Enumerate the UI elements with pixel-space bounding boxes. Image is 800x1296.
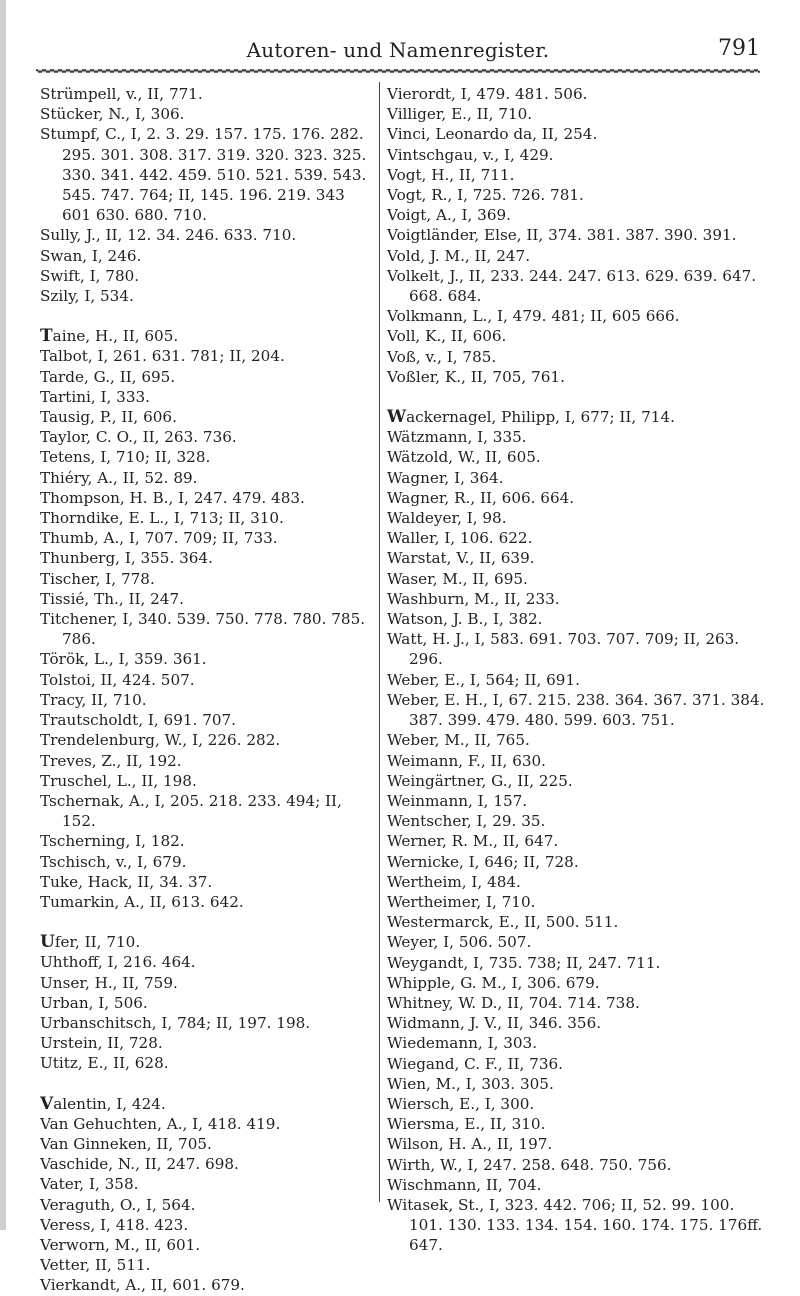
index-entry	[40, 387, 372, 407]
index-entry-text: Tetens, I, 710; II, 328.	[40, 448, 211, 467]
index-entry-text: Van Gehuchten, A., I, 418. 419.	[40, 1114, 281, 1133]
index-entry	[387, 225, 767, 245]
index-entry	[387, 488, 767, 508]
index-entry-text: Vaschide, N., II, 247. 698.	[40, 1155, 239, 1174]
index-entry	[40, 367, 372, 387]
index-entry	[387, 811, 767, 831]
index-entry-text: Tumarkin, A., II, 613. 642.	[40, 892, 244, 911]
index-entry	[40, 589, 372, 609]
index-entry-text: Wischmann, II, 704.	[387, 1175, 542, 1194]
index-entry	[387, 367, 767, 387]
index-entry	[387, 1054, 767, 1074]
index-entry-text: Verworn, M., II, 601.	[40, 1235, 201, 1254]
index-entry-text: Wiersma, E., II, 310.	[387, 1115, 546, 1134]
index-entry	[40, 1174, 372, 1194]
index-entry	[387, 165, 767, 185]
index-entry-text: Tarde, G., II, 695.	[40, 367, 176, 386]
index-entry	[40, 1114, 372, 1134]
index-entry-text: Talbot, I, 261. 631. 781; II, 204.	[40, 347, 285, 366]
index-entry	[387, 730, 767, 750]
index-entry-text: Voll, K., II, 606.	[387, 327, 507, 346]
index-entry	[387, 1195, 767, 1256]
index-entry-text: Veress, I, 418. 423.	[40, 1215, 189, 1234]
index-entry-text: Voigtländer, Else, II, 374. 381. 387. 390. 391.	[387, 226, 737, 245]
index-entry-text: Stumpf, C., I, 2. 3. 29. 157. 175. 176. 282. 295. 301. 308. 317. 319. 320. 323. 325. 330. 341. 442. 459. 510. 521. 539. 543. 545. 747. 764; II, 145. 196. 219. 343 601 630. 680. 710.	[40, 125, 367, 225]
index-entry-text: Watt, H. J., I, 583. 691. 703. 707. 709; II, 263. 296.	[387, 630, 740, 669]
index-entry	[40, 730, 372, 750]
index-entry	[40, 488, 372, 508]
index-entry-text: Vierordt, I, 479. 481. 506.	[387, 85, 588, 103]
index-entry-text: Treves, Z., II, 192.	[40, 751, 182, 770]
index-entry-text: Tartini, I, 333.	[40, 387, 150, 406]
index-entry-text: Voß, v., I, 785.	[387, 347, 497, 366]
index-entry-text: Swan, I, 246.	[40, 246, 142, 265]
index-entry	[387, 84, 767, 104]
index-entry	[387, 1134, 767, 1154]
index-entry-text: Wätzold, W., II, 605.	[387, 448, 541, 467]
index-entry	[40, 548, 372, 568]
index-entry	[40, 791, 372, 831]
index-entry	[40, 407, 372, 427]
index-entry	[387, 548, 767, 568]
index-entry-text: Weimann, F., II, 630.	[387, 751, 547, 770]
index-entry-text: Trautscholdt, I, 691. 707.	[40, 711, 237, 730]
index-entry	[387, 953, 767, 973]
section-initial: U	[40, 932, 55, 953]
index-entry	[40, 710, 372, 730]
index-entry	[40, 1255, 372, 1275]
index-entry	[40, 326, 372, 346]
index-entry-text: Vogt, R., I, 725. 726. 781.	[387, 186, 584, 205]
index-entry	[40, 1275, 372, 1295]
index-entry-text: Westermarck, E., II, 500. 511.	[387, 913, 619, 932]
index-entry	[40, 751, 372, 771]
index-entry-text: Unser, H., II, 759.	[40, 973, 178, 992]
index-entry	[387, 932, 767, 952]
index-entry	[40, 852, 372, 872]
index-entry	[40, 84, 372, 104]
index-entry	[40, 346, 372, 366]
index-entry-text: Washburn, M., II, 233.	[387, 589, 560, 608]
index-entry-text: Tissié, Th., II, 247.	[40, 589, 184, 608]
index-entry-text: Wernicke, I, 646; II, 728.	[387, 852, 579, 871]
index-entry-text: Vinci, Leonardo da, II, 254.	[387, 125, 598, 144]
index-entry-text: Villiger, E., II, 710.	[387, 105, 533, 124]
index-entry-text: Tuke, Hack, II, 34. 37.	[40, 872, 213, 891]
index-column-left	[40, 84, 372, 1296]
index-entry-text: Veraguth, O., I, 564.	[40, 1195, 196, 1214]
index-entry	[387, 1175, 767, 1195]
index-entry	[387, 528, 767, 548]
index-entry	[40, 508, 372, 528]
index-entry	[40, 952, 372, 972]
index-entry	[387, 266, 767, 306]
index-entry-text: fer, II, 710.	[54, 933, 141, 952]
index-entry-text: Waser, M., II, 695.	[387, 569, 528, 588]
index-entry	[387, 852, 767, 872]
index-entry	[40, 104, 372, 124]
index-entry-text: alentin, I, 424.	[53, 1094, 166, 1113]
index-entry-text: Waldeyer, I, 98.	[387, 509, 507, 528]
index-entry	[40, 427, 372, 447]
index-entry-text: Wilson, H. A., II, 197.	[387, 1135, 553, 1154]
index-entry-text: Vold, J. M., II, 247.	[387, 246, 531, 265]
index-entry-text: Whitney, W. D., II, 704. 714. 738.	[387, 993, 640, 1012]
index-entry	[40, 1195, 372, 1215]
index-entry	[387, 447, 767, 467]
index-entry-text: Vogt, H., II, 711.	[387, 165, 515, 184]
index-entry	[387, 1074, 767, 1094]
page-header	[36, 38, 760, 68]
index-entry-text: Utitz, E., II, 628.	[40, 1054, 169, 1073]
index-entry	[40, 1235, 372, 1255]
index-entry	[40, 932, 372, 952]
index-entry	[387, 124, 767, 144]
index-entry-text: Wagner, I, 364.	[387, 468, 504, 487]
index-entry-text: Weinmann, I, 157.	[387, 791, 528, 810]
index-entry-text: Thiéry, A., II, 52. 89.	[40, 468, 198, 487]
index-entry	[40, 690, 372, 710]
index-entry-text: Wentscher, I, 29. 35.	[387, 812, 546, 831]
index-entry	[40, 528, 372, 548]
index-entry	[387, 306, 767, 326]
index-entry-text: Tracy, II, 710.	[40, 690, 147, 709]
index-entry	[387, 427, 767, 447]
index-entry-text: Uhthoff, I, 216. 464.	[40, 953, 196, 972]
index-entry	[387, 246, 767, 266]
index-entry	[387, 185, 767, 205]
index-entry-text: Török, L., I, 359. 361.	[40, 650, 207, 669]
index-entry-text: Wiedemann, I, 303.	[387, 1034, 538, 1053]
index-entry	[387, 629, 767, 669]
index-entry	[387, 831, 767, 851]
index-entry-text: Wien, M., I, 303. 305.	[387, 1074, 554, 1093]
index-entry-text: Volkmann, L., I, 479. 481; II, 605 666.	[387, 307, 680, 326]
page-edge-shadow	[0, 0, 6, 1230]
index-entry-text: Strümpell, v., II, 771.	[40, 85, 203, 103]
index-entry-text: Vintschgau, v., I, 429.	[387, 145, 554, 164]
index-entry-text: ackernagel, Philipp, I, 677; II, 714.	[406, 408, 675, 427]
index-entry	[40, 872, 372, 892]
index-entry	[40, 225, 372, 245]
index-entry	[387, 993, 767, 1013]
index-entry-text: Urbanschitsch, I, 784; II, 197. 198.	[40, 1013, 311, 1032]
index-entry	[40, 447, 372, 467]
index-entry-text: Wertheim, I, 484.	[387, 872, 521, 891]
index-entry-text: Swift, I, 780.	[40, 266, 140, 285]
index-entry-text: Thunberg, I, 355. 364.	[40, 549, 213, 568]
index-entry	[40, 771, 372, 791]
section-gap	[387, 387, 767, 407]
index-entry-text: Wagner, R., II, 606. 664.	[387, 488, 575, 507]
index-entry	[40, 973, 372, 993]
index-entry-text: Wirth, W., I, 247. 258. 648. 750. 756.	[387, 1155, 672, 1174]
index-entry	[40, 266, 372, 286]
index-entry	[387, 508, 767, 528]
index-entry-text: Waller, I, 106. 622.	[387, 529, 533, 548]
index-entry-text: Tausig, P., II, 606.	[40, 408, 177, 427]
index-entry-text: Tschisch, v., I, 679.	[40, 852, 187, 871]
index-entry	[387, 104, 767, 124]
index-entry	[40, 246, 372, 266]
index-entry	[40, 892, 372, 912]
index-entry	[387, 912, 767, 932]
index-entry-text: Watson, J. B., I, 382.	[387, 610, 543, 629]
index-entry-text: Thumb, A., I, 707. 709; II, 733.	[40, 529, 278, 548]
index-entry	[40, 609, 372, 649]
index-entry	[387, 1013, 767, 1033]
index-entry	[387, 1033, 767, 1053]
index-entry-text: Van Ginneken, II, 705.	[40, 1134, 212, 1153]
section-initial: W	[387, 407, 407, 428]
index-entry-text: Truschel, L., II, 198.	[40, 771, 197, 790]
index-entry-text: Voßler, K., II, 705, 761.	[387, 367, 565, 386]
header-wavy-rule	[36, 68, 760, 74]
section-initial: T	[40, 326, 53, 347]
index-entry	[387, 690, 767, 730]
index-entry	[387, 468, 767, 488]
index-entry-text: Vater, I, 358.	[40, 1175, 139, 1194]
running-title: Autoren- und Namenregister.	[246, 38, 550, 62]
index-entry	[40, 1033, 372, 1053]
index-entry-text: Voigt, A., I, 369.	[387, 206, 511, 225]
column-divider	[379, 82, 380, 1202]
index-entry	[387, 872, 767, 892]
index-entry-text: Weingärtner, G., II, 225.	[387, 771, 573, 790]
index-column-right	[387, 84, 767, 1256]
index-entry	[40, 1154, 372, 1174]
index-entry-text: Tolstoi, II, 424. 507.	[40, 670, 195, 689]
index-entry	[387, 973, 767, 993]
index-entry-text: Thompson, H. B., I, 247. 479. 483.	[40, 488, 305, 507]
index-entry-text: Wertheimer, I, 710.	[387, 892, 536, 911]
index-entry	[40, 831, 372, 851]
index-entry-text: Weber, E., I, 564; II, 691.	[387, 670, 580, 689]
index-entry-text: Urstein, II, 728.	[40, 1034, 163, 1053]
index-entry	[387, 569, 767, 589]
index-entry	[40, 468, 372, 488]
index-entry-text: Sully, J., II, 12. 34. 246. 633. 710.	[40, 226, 297, 245]
index-entry	[387, 791, 767, 811]
index-entry	[40, 569, 372, 589]
index-entry-text: Tischer, I, 778.	[40, 569, 155, 588]
index-entry	[40, 993, 372, 1013]
index-entry-text: Tscherning, I, 182.	[40, 832, 185, 851]
index-entry	[40, 1053, 372, 1073]
index-entry-text: Witasek, St., I, 323. 442. 706; II, 52. 99. 100. 101. 130. 133. 134. 154. 160. 174. 175. 176ff. 647.	[387, 1195, 763, 1255]
index-entry	[387, 589, 767, 609]
page-number: 791	[718, 36, 760, 61]
index-entry	[40, 286, 372, 306]
index-entry-text: Szily, I, 534.	[40, 287, 134, 306]
index-entry	[387, 1155, 767, 1175]
index-entry-text: aine, H., II, 605.	[52, 327, 179, 346]
index-entry	[40, 1094, 372, 1114]
index-entry-text: Vierkandt, A., II, 601. 679.	[40, 1276, 245, 1295]
index-entry	[40, 670, 372, 690]
index-entry-text: Werner, R. M., II, 647.	[387, 832, 559, 851]
index-entry	[40, 1215, 372, 1235]
index-entry-text: Weyer, I, 506. 507.	[387, 933, 532, 952]
index-entry-text: Wiegand, C. F., II, 736.	[387, 1054, 563, 1073]
index-entry-text: Vetter, II, 511.	[40, 1256, 151, 1275]
index-entry-text: Widmann, J. V., II, 346. 356.	[387, 1014, 602, 1033]
index-entry	[387, 145, 767, 165]
index-entry-text: Weber, M., II, 765.	[387, 731, 530, 750]
index-entry-text: Thorndike, E. L., I, 713; II, 310.	[40, 509, 284, 528]
index-entry	[40, 1134, 372, 1154]
index-entry-text: Weber, E. H., I, 67. 215. 238. 364. 367. 371. 384. 387. 399. 479. 480. 599. 603. 751.	[387, 690, 765, 730]
index-entry	[40, 1013, 372, 1033]
index-entry-text: Tschernak, A., I, 205. 218. 233. 494; II, 152.	[40, 791, 342, 831]
index-entry	[387, 892, 767, 912]
index-entry	[387, 609, 767, 629]
index-entry-text: Whipple, G. M., I, 306. 679.	[387, 973, 600, 992]
section-gap	[40, 1074, 372, 1094]
index-entry-text: Titchener, I, 340. 539. 750. 778. 780. 785. 786.	[40, 610, 366, 649]
index-entry	[387, 771, 767, 791]
index-entry	[40, 649, 372, 669]
index-entry-text: Trendelenburg, W., I, 226. 282.	[40, 731, 281, 750]
index-entry	[387, 205, 767, 225]
index-entry-text: Taylor, C. O., II, 263. 736.	[40, 428, 237, 447]
index-entry	[387, 407, 767, 427]
index-entry-text: Weygandt, I, 735. 738; II, 247. 711.	[387, 953, 661, 972]
section-gap	[40, 912, 372, 932]
index-entry-text: Wiersch, E., I, 300.	[387, 1094, 535, 1113]
index-entry	[387, 670, 767, 690]
index-entry-text: Warstat, V., II, 639.	[387, 549, 535, 568]
index-entry-text: Stücker, N., I, 306.	[40, 105, 185, 124]
index-entry	[387, 326, 767, 346]
index-entry	[387, 347, 767, 367]
index-entry-text: Volkelt, J., II, 233. 244. 247. 613. 629. 639. 647. 668. 684.	[387, 266, 757, 306]
index-entry	[387, 751, 767, 771]
index-entry	[387, 1094, 767, 1114]
index-entry-text: Urban, I, 506.	[40, 993, 148, 1012]
index-entry	[40, 124, 372, 225]
index-entry-text: Wätzmann, I, 335.	[387, 428, 527, 447]
index-entry	[387, 1114, 767, 1134]
section-initial: V	[40, 1093, 54, 1114]
section-gap	[40, 306, 372, 326]
